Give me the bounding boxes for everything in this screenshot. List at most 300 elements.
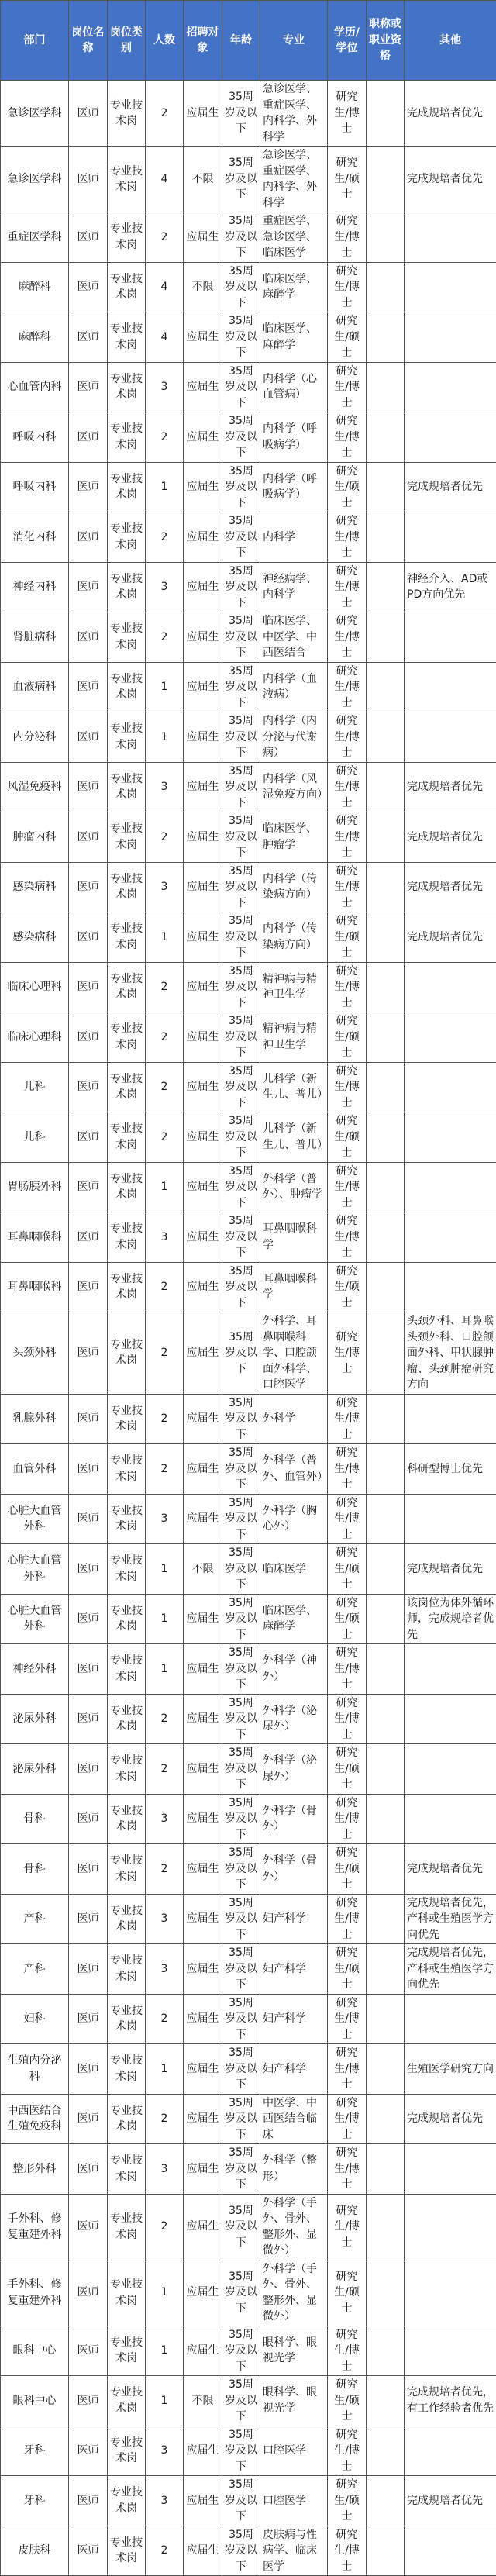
cell-other-notes <box>405 2260 496 2326</box>
cell-age: 35周岁及以下 <box>222 2144 260 2195</box>
cell-position-name: 医师 <box>69 1894 108 1944</box>
cell-headcount: 1 <box>146 662 184 712</box>
cell-department: 急诊医学科 <box>1 147 69 212</box>
cell-position-category: 专业技术岗 <box>108 2044 146 2095</box>
cell-title-qualification <box>367 2044 405 2095</box>
cell-degree: 研究生/硕士 <box>328 1262 367 1312</box>
cell-other-notes <box>405 962 496 1012</box>
cell-recruit-target: 应届生 <box>184 2260 222 2326</box>
cell-position-name: 医师 <box>69 762 108 812</box>
table-row <box>1 1944 496 1995</box>
cell-major: 耳鼻咽喉科学 <box>260 1262 328 1312</box>
cell-other-notes <box>405 1494 496 1544</box>
cell-department: 手外科、修复重建外科 <box>1 2194 69 2260</box>
cell-major: 内科学（传染病方向） <box>260 862 328 912</box>
cell-age: 35周岁及以下 <box>222 1844 260 1895</box>
cell-degree: 研究生/硕士 <box>328 2476 367 2526</box>
cell-position-name: 医师 <box>69 712 108 763</box>
cell-recruit-target: 应届生 <box>184 1794 222 1844</box>
table-row <box>1 1494 496 1544</box>
cell-position-name: 医师 <box>69 1112 108 1163</box>
cell-age: 35周岁及以下 <box>222 147 260 212</box>
cell-major: 外科学（整形） <box>260 2144 328 2195</box>
table-row <box>1 862 496 912</box>
cell-recruit-target: 应届生 <box>184 612 222 663</box>
cell-other-notes <box>405 1012 496 1063</box>
cell-title-qualification <box>367 462 405 512</box>
cell-degree: 研究生/博士 <box>328 712 367 763</box>
cell-department: 妇科 <box>1 1994 69 2044</box>
table-row <box>1 1394 496 1444</box>
cell-degree: 研究生/博士 <box>328 1444 367 1495</box>
cell-headcount: 4 <box>146 312 184 363</box>
cell-position-name: 医师 <box>69 2094 108 2144</box>
cell-recruit-target: 应届生 <box>184 1262 222 1312</box>
table-row <box>1 812 496 863</box>
cell-degree: 研究生/博士 <box>328 812 367 863</box>
cell-headcount: 2 <box>146 962 184 1012</box>
table-row <box>1 2326 496 2376</box>
cell-headcount: 1 <box>146 1644 184 1695</box>
cell-headcount: 2 <box>146 1012 184 1063</box>
cell-recruit-target: 应届生 <box>184 2426 222 2476</box>
cell-age: 35周岁及以下 <box>222 2194 260 2260</box>
table-row <box>1 1112 496 1163</box>
cell-title-qualification <box>367 362 405 412</box>
cell-other-notes: 完成规培者优先 <box>405 812 496 863</box>
cell-recruit-target: 不限 <box>184 147 222 212</box>
cell-recruit-target: 应届生 <box>184 1112 222 1163</box>
cell-position-name: 医师 <box>69 662 108 712</box>
cell-major: 口腔医学 <box>260 2426 328 2476</box>
cell-recruit-target: 应届生 <box>184 2044 222 2095</box>
cell-major: 急诊医学、重症医学、内科学、外科学 <box>260 147 328 212</box>
cell-age: 35周岁及以下 <box>222 712 260 763</box>
cell-major: 中医学、中西医结合临床 <box>260 2094 328 2144</box>
cell-age: 35周岁及以下 <box>222 2326 260 2376</box>
cell-position-name: 医师 <box>69 1062 108 1112</box>
cell-recruit-target: 应届生 <box>184 2094 222 2144</box>
table-row <box>1 1544 496 1595</box>
cell-department: 肾脏病科 <box>1 612 69 663</box>
cell-age: 35周岁及以下 <box>222 1062 260 1112</box>
cell-other-notes <box>405 1744 496 1795</box>
cell-position-name: 医师 <box>69 1262 108 1312</box>
cell-major: 内科学（呼吸病学） <box>260 412 328 463</box>
table-row <box>1 1262 496 1312</box>
cell-major: 精神病与精神卫生学 <box>260 962 328 1012</box>
cell-title-qualification <box>367 1694 405 1744</box>
cell-degree: 研究生/博士 <box>328 412 367 463</box>
cell-title-qualification <box>367 712 405 763</box>
cell-title-qualification <box>367 1162 405 1212</box>
table-row <box>1 762 496 812</box>
cell-other-notes <box>405 312 496 363</box>
cell-title-qualification <box>367 1262 405 1312</box>
cell-department: 整形外科 <box>1 2144 69 2195</box>
cell-department: 心血管内科 <box>1 362 69 412</box>
cell-department: 牙科 <box>1 2476 69 2526</box>
cell-other-notes: 完成规培者优先 <box>405 762 496 812</box>
cell-degree: 研究生/博士 <box>328 1644 367 1695</box>
table-row <box>1 1794 496 1844</box>
cell-age: 35周岁及以下 <box>222 1544 260 1595</box>
cell-position-category: 专业技术岗 <box>108 2144 146 2195</box>
cell-position-name: 医师 <box>69 2144 108 2195</box>
cell-other-notes <box>405 2326 496 2376</box>
cell-title-qualification <box>367 312 405 363</box>
cell-recruit-target: 应届生 <box>184 2194 222 2260</box>
cell-position-category: 专业技术岗 <box>108 312 146 363</box>
table-row <box>1 81 496 147</box>
cell-age: 35周岁及以下 <box>222 1694 260 1744</box>
cell-recruit-target: 应届生 <box>184 212 222 263</box>
cell-position-name: 医师 <box>69 812 108 863</box>
table-row <box>1 2144 496 2195</box>
cell-title-qualification <box>367 1944 405 1995</box>
cell-department: 麻醉科 <box>1 262 69 312</box>
table-row <box>1 1694 496 1744</box>
cell-other-notes <box>405 1162 496 1212</box>
cell-degree: 研究生/博士 <box>328 2094 367 2144</box>
cell-department: 神经内科 <box>1 562 69 612</box>
cell-department: 中西医结合生殖免疫科 <box>1 2094 69 2144</box>
cell-position-category: 专业技术岗 <box>108 2194 146 2260</box>
cell-degree: 研究生/博士 <box>328 962 367 1012</box>
cell-degree: 研究生/博士 <box>328 862 367 912</box>
cell-other-notes: 生殖医学研究方向 <box>405 2044 496 2095</box>
cell-major: 神经病学、内科学 <box>260 562 328 612</box>
cell-recruit-target: 应届生 <box>184 1944 222 1995</box>
cell-position-name: 医师 <box>69 562 108 612</box>
table-row <box>1 1894 496 1944</box>
cell-headcount: 3 <box>146 862 184 912</box>
cell-recruit-target: 不限 <box>184 2376 222 2426</box>
cell-position-category: 专业技术岗 <box>108 1444 146 1495</box>
table-row <box>1 1312 496 1395</box>
cell-age: 35周岁及以下 <box>222 1312 260 1395</box>
table-row <box>1 1644 496 1695</box>
table-row <box>1 262 496 312</box>
table-row <box>1 912 496 963</box>
cell-other-notes: 完成规培者优先 <box>405 1844 496 1895</box>
cell-position-category: 专业技术岗 <box>108 1212 146 1263</box>
cell-title-qualification <box>367 1544 405 1595</box>
table-row <box>1 212 496 263</box>
cell-degree: 研究生/博士 <box>328 362 367 412</box>
cell-position-category: 专业技术岗 <box>108 662 146 712</box>
cell-position-name: 医师 <box>69 512 108 563</box>
cell-age: 35周岁及以下 <box>222 2044 260 2095</box>
table-row <box>1 2260 496 2326</box>
cell-degree: 研究生/博士 <box>328 2044 367 2095</box>
cell-headcount: 2 <box>146 2526 184 2576</box>
cell-position-category: 专业技术岗 <box>108 912 146 963</box>
cell-age: 35周岁及以下 <box>222 412 260 463</box>
cell-headcount: 4 <box>146 262 184 312</box>
cell-position-name: 医师 <box>69 1544 108 1595</box>
cell-position-name: 医师 <box>69 1312 108 1395</box>
cell-department: 临床心理科 <box>1 1012 69 1063</box>
cell-major: 妇产科学 <box>260 1944 328 1995</box>
cell-major: 临床医学、麻醉学 <box>260 262 328 312</box>
cell-recruit-target: 应届生 <box>184 662 222 712</box>
cell-major: 儿科学（新生儿、普儿） <box>260 1062 328 1112</box>
cell-age: 35周岁及以下 <box>222 1262 260 1312</box>
cell-age: 35周岁及以下 <box>222 562 260 612</box>
table-row <box>1 1844 496 1895</box>
cell-recruit-target: 应届生 <box>184 1644 222 1695</box>
cell-position-category: 专业技术岗 <box>108 362 146 412</box>
cell-major: 外科学（胸心外） <box>260 1494 328 1544</box>
cell-recruit-target: 应届生 <box>184 2476 222 2526</box>
cell-department: 呼吸内科 <box>1 412 69 463</box>
cell-headcount: 2 <box>146 2094 184 2144</box>
cell-age: 35周岁及以下 <box>222 962 260 1012</box>
cell-position-category: 专业技术岗 <box>108 862 146 912</box>
cell-other-notes <box>405 2144 496 2195</box>
cell-position-category: 专业技术岗 <box>108 2326 146 2376</box>
cell-recruit-target: 应届生 <box>184 362 222 412</box>
header-position-name: 岗位名称 <box>69 1 108 81</box>
cell-position-category: 专业技术岗 <box>108 1744 146 1795</box>
cell-other-notes <box>405 2526 496 2576</box>
cell-position-name: 医师 <box>69 1644 108 1695</box>
cell-position-category: 专业技术岗 <box>108 1794 146 1844</box>
cell-degree: 研究生/博士 <box>328 1794 367 1844</box>
cell-headcount: 3 <box>146 1212 184 1263</box>
cell-department: 胃肠胰外科 <box>1 1162 69 1212</box>
cell-position-category: 专业技术岗 <box>108 1312 146 1395</box>
cell-headcount: 2 <box>146 1112 184 1163</box>
table-row <box>1 962 496 1012</box>
cell-position-category: 专业技术岗 <box>108 1062 146 1112</box>
table-row <box>1 1162 496 1212</box>
cell-position-category: 专业技术岗 <box>108 1494 146 1544</box>
cell-department: 乳腺外科 <box>1 1394 69 1444</box>
cell-age: 35周岁及以下 <box>222 462 260 512</box>
cell-degree: 研究生/博士 <box>328 2426 367 2476</box>
cell-position-name: 医师 <box>69 862 108 912</box>
cell-title-qualification <box>367 1062 405 1112</box>
cell-headcount: 2 <box>146 212 184 263</box>
cell-position-name: 医师 <box>69 81 108 147</box>
cell-age: 35周岁及以下 <box>222 812 260 863</box>
cell-headcount: 3 <box>146 1494 184 1544</box>
cell-recruit-target: 应届生 <box>184 1694 222 1744</box>
cell-age: 35周岁及以下 <box>222 1594 260 1644</box>
cell-headcount: 2 <box>146 1994 184 2044</box>
cell-recruit-target: 应届生 <box>184 562 222 612</box>
header-title-qualification: 职称或职业资格 <box>367 1 405 81</box>
cell-age: 35周岁及以下 <box>222 1894 260 1944</box>
cell-degree: 研究生/博士 <box>328 1494 367 1544</box>
cell-age: 35周岁及以下 <box>222 762 260 812</box>
cell-title-qualification <box>367 1012 405 1063</box>
cell-position-name: 医师 <box>69 1994 108 2044</box>
cell-age: 35周岁及以下 <box>222 862 260 912</box>
cell-major: 妇产科学 <box>260 1994 328 2044</box>
cell-major: 外科学（骨外） <box>260 1794 328 1844</box>
cell-position-category: 专业技术岗 <box>108 562 146 612</box>
cell-position-name: 医师 <box>69 362 108 412</box>
cell-headcount: 1 <box>146 2260 184 2326</box>
cell-position-name: 医师 <box>69 2476 108 2526</box>
cell-department: 头颈外科 <box>1 1312 69 1395</box>
cell-title-qualification <box>367 1644 405 1695</box>
cell-department: 产科 <box>1 1944 69 1995</box>
cell-department: 重症医学科 <box>1 212 69 263</box>
cell-position-category: 专业技术岗 <box>108 1644 146 1695</box>
cell-degree: 研究生/博士 <box>328 2326 367 2376</box>
cell-title-qualification <box>367 2260 405 2326</box>
cell-headcount: 2 <box>146 1062 184 1112</box>
cell-position-name: 医师 <box>69 2426 108 2476</box>
cell-recruit-target: 应届生 <box>184 512 222 563</box>
cell-title-qualification <box>367 812 405 863</box>
cell-degree: 研究生/硕士 <box>328 1744 367 1795</box>
cell-other-notes: 完成规培者优先 <box>405 81 496 147</box>
cell-position-name: 医师 <box>69 1794 108 1844</box>
cell-title-qualification <box>367 1744 405 1795</box>
table-row <box>1 562 496 612</box>
cell-headcount: 2 <box>146 2194 184 2260</box>
cell-department: 心脏大血管外科 <box>1 1544 69 1595</box>
cell-recruit-target: 应届生 <box>184 412 222 463</box>
header-row <box>1 1 496 81</box>
cell-position-name: 医师 <box>69 1012 108 1063</box>
cell-position-name: 医师 <box>69 312 108 363</box>
table-row <box>1 2194 496 2260</box>
cell-position-name: 医师 <box>69 412 108 463</box>
cell-title-qualification <box>367 2144 405 2195</box>
cell-position-category: 专业技术岗 <box>108 712 146 763</box>
cell-department: 消化内科 <box>1 512 69 563</box>
table-row <box>1 462 496 512</box>
cell-recruit-target: 应届生 <box>184 1894 222 1944</box>
cell-position-category: 专业技术岗 <box>108 412 146 463</box>
cell-department: 皮肤科 <box>1 2526 69 2576</box>
cell-degree: 研究生/博士 <box>328 662 367 712</box>
cell-other-notes <box>405 2194 496 2260</box>
cell-recruit-target: 不限 <box>184 1544 222 1595</box>
cell-major: 内科学（呼吸病学） <box>260 462 328 512</box>
table-row <box>1 1594 496 1644</box>
cell-degree: 研究生/硕士 <box>328 912 367 963</box>
cell-recruit-target: 应届生 <box>184 1012 222 1063</box>
cell-other-notes: 完成规培者优先，产科或生殖医学方向优先 <box>405 1894 496 1944</box>
cell-position-category: 专业技术岗 <box>108 512 146 563</box>
cell-other-notes: 完成规培者优先 <box>405 462 496 512</box>
table-row <box>1 147 496 212</box>
cell-age: 35周岁及以下 <box>222 312 260 363</box>
cell-department: 血管外科 <box>1 1444 69 1495</box>
cell-major: 内科学（风湿免疫方向） <box>260 762 328 812</box>
cell-headcount: 3 <box>146 1944 184 1995</box>
cell-position-category: 专业技术岗 <box>108 1844 146 1895</box>
header-position-category: 岗位类别 <box>108 1 146 81</box>
cell-position-category: 专业技术岗 <box>108 212 146 263</box>
cell-position-category: 专业技术岗 <box>108 1594 146 1644</box>
cell-title-qualification <box>367 562 405 612</box>
cell-age: 35周岁及以下 <box>222 662 260 712</box>
cell-headcount: 1 <box>146 2376 184 2426</box>
cell-position-category: 专业技术岗 <box>108 1944 146 1995</box>
cell-title-qualification <box>367 2426 405 2476</box>
cell-major: 儿科学（新生儿、普儿） <box>260 1112 328 1163</box>
cell-age: 35周岁及以下 <box>222 1644 260 1695</box>
cell-other-notes: 科研型博士优先 <box>405 1444 496 1495</box>
cell-position-name: 医师 <box>69 1944 108 1995</box>
cell-age: 35周岁及以下 <box>222 2376 260 2426</box>
cell-position-category: 专业技术岗 <box>108 2476 146 2526</box>
cell-age: 35周岁及以下 <box>222 1112 260 1163</box>
header-degree: 学历/学位 <box>328 1 367 81</box>
cell-other-notes <box>405 362 496 412</box>
cell-position-name: 医师 <box>69 1494 108 1544</box>
cell-other-notes <box>405 1212 496 1263</box>
cell-age: 35周岁及以下 <box>222 362 260 412</box>
table-row <box>1 1062 496 1112</box>
cell-position-name: 医师 <box>69 147 108 212</box>
cell-position-name: 医师 <box>69 612 108 663</box>
cell-recruit-target: 应届生 <box>184 312 222 363</box>
cell-degree: 研究生/博士 <box>328 1162 367 1212</box>
cell-department: 儿科 <box>1 1062 69 1112</box>
cell-recruit-target: 应届生 <box>184 812 222 863</box>
cell-headcount: 3 <box>146 2144 184 2195</box>
cell-department: 感染病科 <box>1 912 69 963</box>
cell-title-qualification <box>367 1794 405 1844</box>
cell-degree: 研究生/博士 <box>328 1312 367 1395</box>
cell-degree: 研究生/博士 <box>328 612 367 663</box>
cell-headcount: 2 <box>146 512 184 563</box>
cell-age: 35周岁及以下 <box>222 1162 260 1212</box>
cell-other-notes: 完成规培者优先，产科或生殖医学方向优先 <box>405 1944 496 1995</box>
cell-other-notes <box>405 1694 496 1744</box>
cell-position-name: 医师 <box>69 1162 108 1212</box>
header-age: 年龄 <box>222 1 260 81</box>
cell-position-category: 专业技术岗 <box>108 462 146 512</box>
table-row <box>1 1212 496 1263</box>
cell-department: 骨科 <box>1 1844 69 1895</box>
cell-other-notes: 完成规培者优先 <box>405 1544 496 1595</box>
cell-position-category: 专业技术岗 <box>108 1162 146 1212</box>
cell-major: 外科学（泌尿外） <box>260 1694 328 1744</box>
cell-department: 泌尿外科 <box>1 1694 69 1744</box>
cell-headcount: 3 <box>146 2426 184 2476</box>
cell-degree: 研究生/博士 <box>328 1894 367 1944</box>
cell-degree: 研究生/硕士 <box>328 2376 367 2426</box>
cell-age: 35周岁及以下 <box>222 1212 260 1263</box>
cell-headcount: 1 <box>146 1162 184 1212</box>
cell-position-category: 专业技术岗 <box>108 2526 146 2576</box>
cell-major: 精神病与精神卫生学 <box>260 1012 328 1063</box>
cell-headcount: 1 <box>146 2326 184 2376</box>
cell-major: 临床医学、肿瘤学 <box>260 812 328 863</box>
table-row <box>1 2526 496 2576</box>
cell-department: 麻醉科 <box>1 312 69 363</box>
cell-degree: 研究生/博士 <box>328 1994 367 2044</box>
cell-headcount: 2 <box>146 1262 184 1312</box>
cell-degree: 研究生/硕士 <box>328 312 367 363</box>
cell-age: 35周岁及以下 <box>222 1994 260 2044</box>
cell-department: 耳鼻咽喉科 <box>1 1212 69 1263</box>
cell-major: 急诊医学、重症医学、内科学、外科学 <box>260 81 328 147</box>
cell-major: 妇产科学 <box>260 1894 328 1944</box>
cell-department: 血液病科 <box>1 662 69 712</box>
cell-other-notes <box>405 1262 496 1312</box>
